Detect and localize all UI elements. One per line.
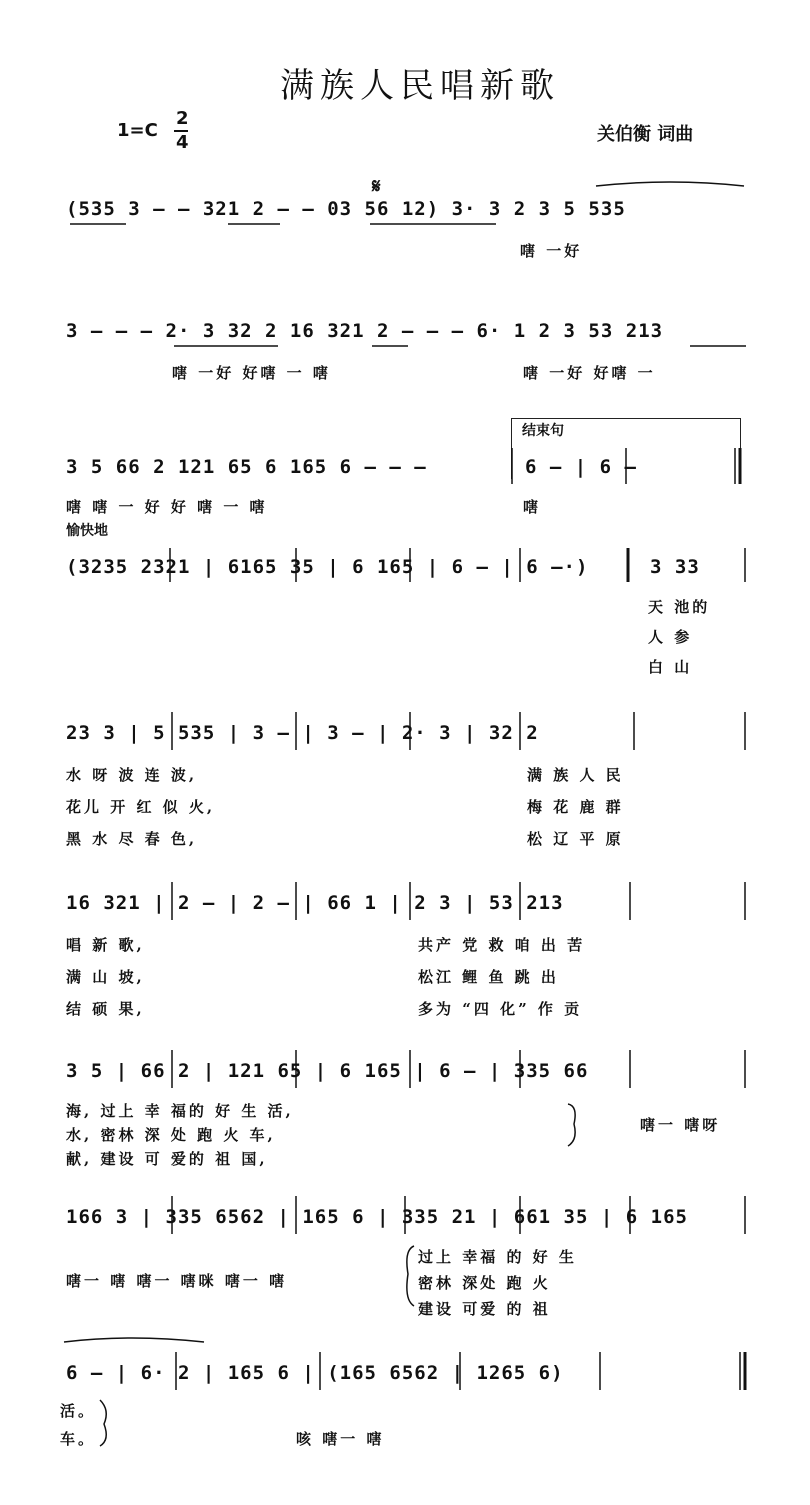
verse2-line8: 密林 深处 跑 火 xyxy=(418,1274,551,1292)
verse3-line8: 建设 可爱 的 祖 xyxy=(418,1300,551,1318)
verse2-line6-a: 满 山 坡, xyxy=(66,968,145,986)
verse1-line5-a: 水 呀 波 连 波, xyxy=(66,766,198,784)
verse2-line4: 人 参 xyxy=(648,628,693,646)
verse2-line5-a: 花儿 开 红 似 火, xyxy=(66,798,216,816)
composer-credit: 关伯衡 词曲 xyxy=(597,124,694,145)
score-line-7-notes: 3 5 | 66 2 | 121 65 | 6 165 | 6 — | 335 66 xyxy=(66,1060,589,1082)
segno-sign: 𝄋 xyxy=(372,174,381,198)
score-line-8-lyric-a: 嗐一 嗐 嗐一 嗐咪 嗐一 嗐 xyxy=(66,1272,288,1290)
score-line-2-lyric-b: 嗐 一好 好嗐 一 xyxy=(523,364,656,382)
verse3-line5-b: 松 辽 平 原 xyxy=(527,830,624,848)
score-line-1-notes: (535 3 — — 321 2 — — 03 56 12) 3· 3 2 3 5 535 xyxy=(66,198,626,220)
brace xyxy=(407,1246,414,1306)
slur xyxy=(64,1338,204,1342)
score-line-1-lyric: 嗐 一好 xyxy=(520,242,583,260)
verse3-line5-a: 黑 水 尽 春 色, xyxy=(66,830,198,848)
score-line-5-notes: 23 3 | 5 535 | 3 — | 3 — | 2· 3 | 32 2 xyxy=(66,722,539,744)
score-line-2-notes: 3 — — — 2· 3 32 2 16 321 2 — — — 6· 1 2 3 53 213 xyxy=(66,320,664,342)
score-line-3-lyric: 嗐 嗐 一 好 好 嗐 一 嗐 xyxy=(66,498,268,516)
time-signature-bottom: 4 xyxy=(176,132,189,153)
score-line-4-repeat-notes: 3 33 xyxy=(650,556,700,578)
verse2-line5-b: 梅 花 鹿 群 xyxy=(527,798,624,816)
verse3-line7: 献, 建设 可 爱的 祖 国, xyxy=(66,1150,268,1168)
verse1-line8: 过上 幸福 的 好 生 xyxy=(418,1248,577,1266)
verse1-line5-b: 满 族 人 民 xyxy=(527,766,624,784)
verse2-line6-b: 松江 鲤 鱼 跳 出 xyxy=(418,968,559,986)
score-line-2-lyric-a: 嗐 一好 好嗐 一 嗐 xyxy=(172,364,331,382)
verse1-line6-b: 共产 党 救 咱 出 苦 xyxy=(418,936,586,954)
tempo-marking: 愉快地 xyxy=(66,523,108,539)
score-line-4-notes: (3235 2321 | 6165 35 | 6 165 | 6 — | 6 —·) xyxy=(66,556,589,578)
interjection-line7: 嗐一 嗐呀 xyxy=(640,1116,721,1134)
verse1-line7: 海, 过上 幸 福的 好 生 活, xyxy=(66,1102,294,1120)
verse2-line9: 车。 xyxy=(60,1430,97,1448)
score-line-9-notes: 6 — | 6· 2 | 165 6 | (165 6562 | 1265 6) xyxy=(66,1362,564,1384)
score-line-3-notes: 3 5 66 2 121 65 6 165 6 — — — xyxy=(66,456,427,478)
verse1-line6-a: 唱 新 歌, xyxy=(66,936,145,954)
ending-label: 结束句 xyxy=(522,423,564,439)
score-line-8-notes: 166 3 | 335 6562 | 165 6 | 335 21 | 661 35 | 6 165 xyxy=(66,1206,688,1228)
time-signature-top: 2 xyxy=(176,108,189,129)
slur xyxy=(596,182,744,186)
key-signature: 1=C xyxy=(117,120,158,141)
verse3-line6-a: 结 硕 果, xyxy=(66,1000,145,1018)
song-title: 满族人民唱新歌 xyxy=(280,66,560,106)
score-line-6-notes: 16 321 | 2 — | 2 — | 66 1 | 2 3 | 53 213 xyxy=(66,892,564,914)
verse1-line9: 活。 xyxy=(60,1402,97,1420)
verse2-line7: 水, 密林 深 处 跑 火 车, xyxy=(66,1126,276,1144)
verse1-line4: 天 池的 xyxy=(648,598,711,616)
ending-notes: 6 — | 6 — xyxy=(525,456,637,478)
brace xyxy=(568,1104,575,1146)
score-line-3-lyric-end: 嗐 xyxy=(523,498,542,516)
brace xyxy=(100,1400,106,1446)
verse3-line6-b: 多为 “四 化” 作 贡 xyxy=(418,1000,583,1018)
score-line-9-lyric-end: 咳 嗐一 嗐 xyxy=(296,1430,385,1448)
verse3-line4: 白 山 xyxy=(648,658,693,676)
